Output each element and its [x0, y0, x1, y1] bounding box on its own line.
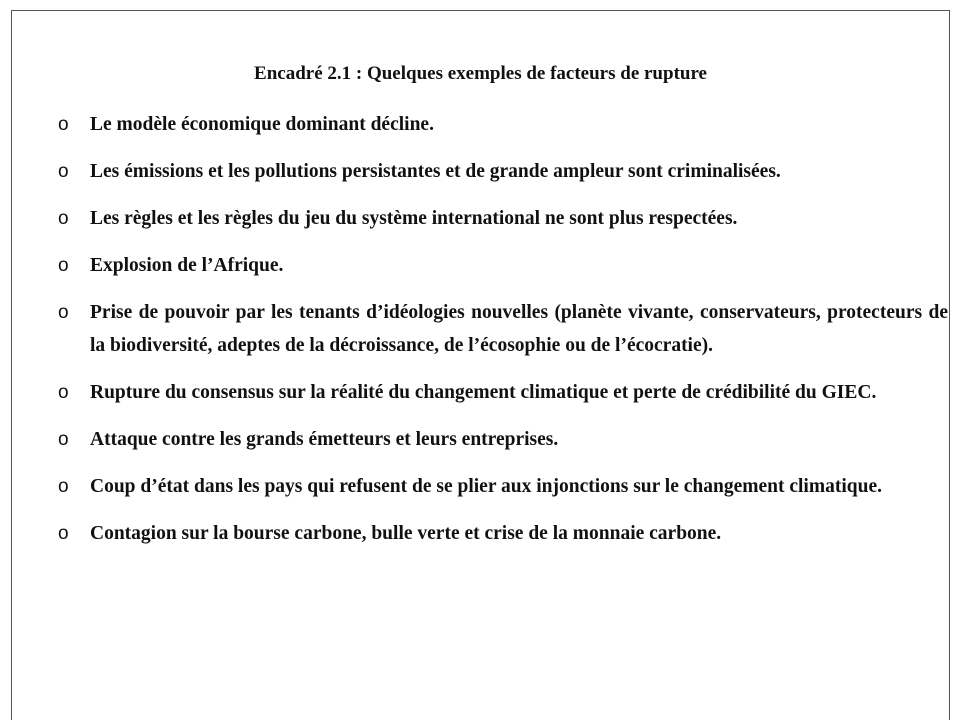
bullet-circle-icon: o: [58, 428, 69, 450]
bullet-circle-icon: o: [58, 114, 69, 135]
list-item-text: Prise de pouvoir par les tenants d’idéologies nouvelles (planète vivante, conservateurs, protecteurs de la biodiversité, adeptes de la décroissance, de l’écosophie ou de l’écocratie).: [90, 302, 948, 356]
list-item-text: Les émissions et les pollutions persistantes et de grande ampleur sont criminalisées.: [90, 161, 781, 182]
list-item: [58, 518, 948, 551]
list-item: [58, 424, 948, 457]
rupture-factors-list: [58, 109, 948, 565]
box-title: Encadré 2.1 : Quelques exemples de facteurs de rupture: [254, 63, 707, 84]
list-item-text: Explosion de l’Afrique.: [90, 255, 284, 276]
list-item: [58, 250, 948, 283]
list-item-text: Contagion sur la bourse carbone, bulle verte et crise de la monnaie carbone.: [90, 522, 722, 544]
list-item-text: Attaque contre les grands émetteurs et leurs entreprises.: [90, 428, 559, 450]
list-item: [58, 377, 948, 410]
bullet-circle-icon: o: [58, 208, 69, 229]
list-item-text: Coup d’état dans les pays qui refusent de se plier aux injonctions sur le changement climatique.: [90, 475, 882, 497]
list-item-text: Rupture du consensus sur la réalité du changement climatique et perte de crédibilité du GIEC.: [90, 381, 877, 403]
list-item-text: Le modèle économique dominant décline.: [90, 114, 434, 135]
list-item: [58, 297, 948, 362]
list-item: [58, 471, 948, 504]
bullet-circle-icon: o: [58, 255, 69, 276]
list-item: [58, 156, 948, 189]
bullet-circle-icon: o: [58, 302, 69, 323]
list-item-text: Les règles et les règles du jeu du système international ne sont plus respectées.: [90, 208, 738, 229]
list-item: [58, 203, 948, 236]
bullet-circle-icon: o: [58, 161, 69, 182]
list-item: [58, 109, 948, 142]
bullet-circle-icon: o: [58, 381, 69, 403]
bullet-circle-icon: o: [58, 522, 69, 544]
bullet-circle-icon: o: [58, 475, 69, 497]
